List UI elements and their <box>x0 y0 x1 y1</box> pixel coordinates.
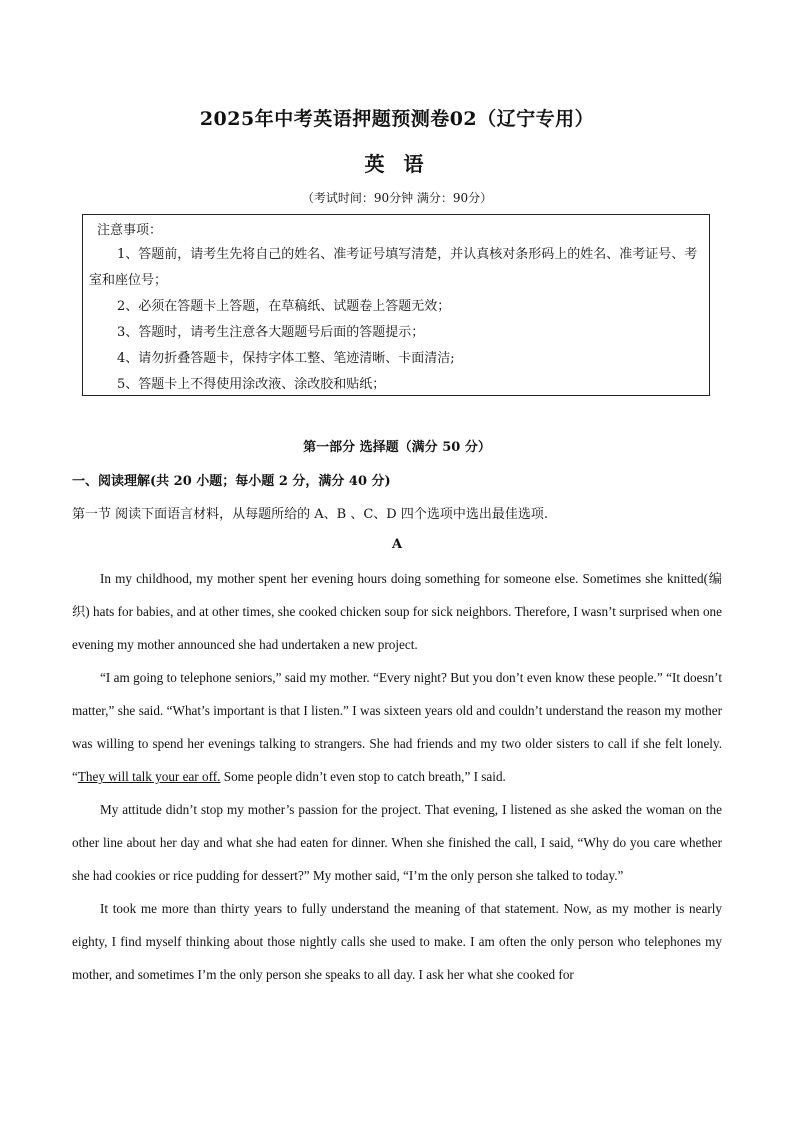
subject-heading: 英 语 <box>364 152 430 176</box>
time-info: （考试时间：90分钟 满分：90分） <box>301 191 493 205</box>
section-title: 第一部分 选择题（满分 50 分） <box>303 440 491 455</box>
passage-paragraph-4: It took me more than thirty years to fully understand the meaning of that statement. Now, as my mother is nearly eighty, I find myself thinking about those nightly calls she used to make. I am often the only person who telephones my mother, and sometimes I’m the only person she speaks to all day. I ask her what she cooked for <box>72 901 722 982</box>
notice-title: 注意事项： <box>97 223 163 238</box>
notice-item-1: 1、答题前，请考生先将自己的姓名、准考证号填写清楚，并认真核对条形码上的姓名、准考证号、考室和座位号； <box>89 247 698 288</box>
notice-item-4: 4、请勿折叠答题卡，保持字体工整、笔迹清晰、卡面清洁; <box>117 351 455 366</box>
passage-paragraph-2 <box>72 661 722 793</box>
part-one-title: 一、阅读理解(共 20 小题；每小题 2 分，满分 40 分) <box>72 474 391 489</box>
notice-box <box>82 214 710 396</box>
exam-title: 2025年中考英语押题预测卷02（辽宁专用） <box>199 108 595 130</box>
passage-paragraph-1: In my childhood, my mother spent her evening hours doing something for someone else. Sometimes she knitted(编织) hats for babies, and at other times, she cooked chicken soup for sick neighbors. Therefore, I wasn’t surprised when one evening my mother announced she had undertaken a new project. <box>72 571 722 652</box>
passage-body <box>72 562 722 991</box>
passage-label: A <box>391 537 403 552</box>
notice-item-5: 5、答题卡上不得使用涂改液、涂改胶和贴纸； <box>117 377 386 392</box>
paragraph-2-text-end: Some people didn’t even stop to catch breath,” I said. <box>220 769 506 784</box>
paragraph-2-text: “I am going to telephone seniors,” said my mother. “Every night? But you don’t even know these people.” “It doesn’t matter,” she said. “What’s important is that I listen.” I was sixteen years old and couldn’t understand the reason my mother was willing to spend her evenings talking to strangers. She had friends and my two older sisters to call if she felt lonely. “ <box>72 670 722 784</box>
passage-paragraph-3: My attitude didn’t stop my mother’s passion for the project. That evening, I listened as she asked the woman on the other line about her day and what she had eaten for dinner. When she finished the call, I said, “Why do you care whether she had cookies or rice pudding for dessert?” My mother said, “I’m the only person she talked to today.” <box>72 802 722 883</box>
notice-item-2: 2、必须在答题卡上答题，在草稿纸、试题卷上答题无效； <box>117 299 451 314</box>
section-instruction: 第一节 阅读下面语言材料，从每题所给的 A、B 、C、D 四个选项中选出最佳选项. <box>72 507 548 522</box>
notice-item-3: 3、答题时，请考生注意各大题题号后面的答题提示； <box>117 325 425 340</box>
underlined-phrase: They will talk your ear off. <box>77 769 221 784</box>
